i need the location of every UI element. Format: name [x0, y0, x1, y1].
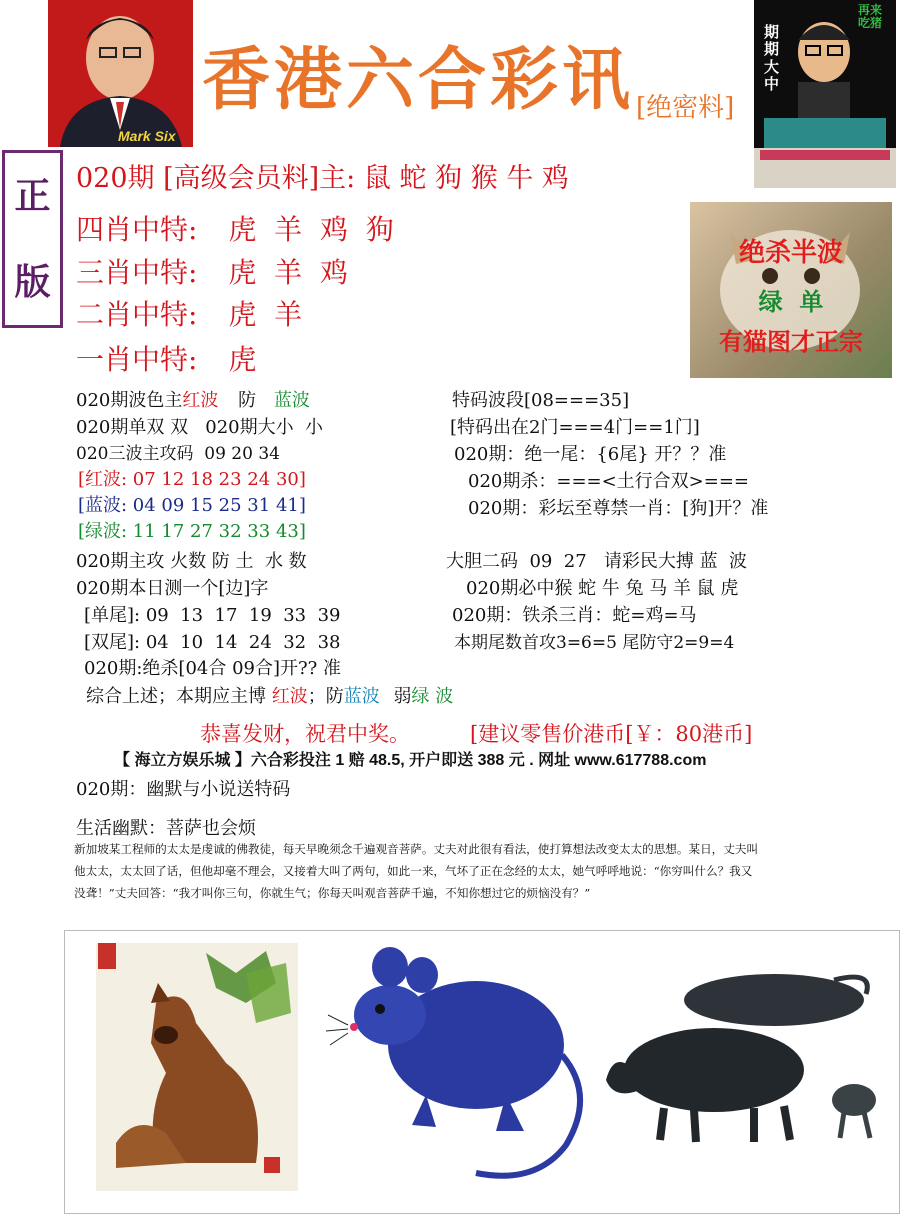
- three-zodiac-row: [76, 256, 348, 289]
- summary-line: [86, 688, 453, 706]
- one-zodiac-value: 虎: [228, 343, 257, 376]
- green-wave-numbers: [绿波: 11 17 27 32 33 43]: [78, 521, 306, 542]
- story-issue-line: 020期：幽默与小说送特码: [76, 779, 291, 800]
- story-title: 生活幽默：菩萨也会烦: [76, 818, 256, 839]
- one-zodiac-row: [76, 343, 257, 376]
- wave-color-main: 红波: [182, 390, 219, 411]
- two-zodiac-label: 二肖中特:: [76, 298, 198, 331]
- summary-mid: ；防: [307, 686, 344, 707]
- story-paragraph-line1: 新加坡某工程师的太太是虔诚的佛教徒，每天早晚须念千遍观音菩萨。丈夫对此很有看法，使打算想法改变太太的思想。某日，丈夫叫: [74, 842, 759, 856]
- four-zodiac-label: 四肖中特:: [76, 213, 198, 246]
- summary-red: 红波: [271, 686, 308, 707]
- summary-green-b: 波: [435, 686, 454, 707]
- special-band-line: 特码波段[08===35]: [452, 390, 630, 411]
- even-tail-line: [双尾]: 04 10 14 24 32 38: [84, 632, 341, 653]
- rat-illustration: [326, 945, 602, 1193]
- summary-green-a: 绿: [411, 686, 430, 707]
- page-title: 香港六合彩讯: [202, 40, 635, 120]
- iron-kill-line: 020期：铁杀三肖：蛇=鸡=马: [452, 605, 697, 626]
- casino-ad-text: 【 海立方娱乐城 】六合彩投注 1 赔 48.5, 开户即送 388 元 . 网址 www.617788.com: [114, 752, 707, 769]
- wave-color-fang: 防: [238, 390, 257, 411]
- member-main-line: 020期 [高级会员料]主: 鼠 蛇 狗 猴 牛 鸡: [76, 163, 569, 194]
- daily-character-line: 020期本日测一个[边]字: [76, 578, 269, 599]
- wave-color-prefix: 020期波色主: [76, 390, 183, 411]
- odd-tail-line: [单尾]: 09 13 17 19 33 39: [84, 605, 341, 626]
- summary-blue: 蓝波: [343, 686, 380, 707]
- page-subtitle: [绝密料]: [636, 93, 735, 123]
- cat-ad-line3: 有猫图才正宗: [719, 327, 863, 356]
- two-zodiac-value: 虎 羊: [228, 298, 303, 331]
- badge-char-ban: 版: [14, 261, 51, 303]
- special-door-line: [特码出在2门===4门==1门]: [450, 417, 700, 438]
- ox-illustration: [604, 960, 888, 1150]
- kill-element-line: 020期杀：===<土行合双>===: [468, 471, 750, 492]
- wave-color-sub: 蓝波: [273, 390, 310, 411]
- summary-weak: 弱: [393, 686, 412, 707]
- tail-number-line: 本期尾数首攻3=6=5 尾防守2=9=4: [454, 633, 735, 653]
- one-zodiac-label: 一肖中特:: [76, 343, 198, 376]
- one-tail-line: 020期：绝一尾：{6尾} 开？？准: [454, 444, 727, 465]
- blue-wave-numbers: [蓝波: 04 09 15 25 31 41]: [78, 495, 306, 516]
- story-paragraph-line2: 他太太，太太回了话，但他却毫不理会，又接着大叫了两句，如此一来，气坏了正在念经的太太，她气呼呼地说：“你穷叫什么？我又: [74, 864, 753, 878]
- badge-char-zheng: 正: [14, 175, 51, 217]
- genuine-badge: [2, 150, 63, 328]
- kill-combo-line: 020期:绝杀[04合 09合]开?? 准: [84, 658, 342, 679]
- red-wave-numbers: [红波: 07 12 18 23 24 30]: [78, 469, 306, 490]
- three-zodiac-label: 三肖中特:: [76, 256, 198, 289]
- must-hit-line: 020期必中猴 蛇 牛 兔 马 羊 鼠 虎: [466, 578, 739, 599]
- summary-prefix: 综合上述；本期应主博: [86, 686, 266, 707]
- four-zodiac-row: [76, 213, 394, 246]
- dog-illustration: [96, 943, 298, 1191]
- cat-ad-image: [690, 202, 892, 378]
- forbidden-zodiac-line: 020期：彩坛至尊禁一肖：[狗]开？准: [468, 498, 769, 519]
- congrats-text: 恭喜发财，祝君中奖。: [200, 722, 410, 746]
- three-wave-line: 020三波主攻码 09 20 34: [76, 444, 280, 464]
- story-paragraph-line3: 没聋！”丈夫回答：“我才叫你三句，你就生气；你每天叫观音菩萨千遍，不知你想过它的烦恼没有？”: [74, 886, 591, 900]
- photo-caption: Mark Six: [118, 128, 176, 144]
- element-attack-line: 020期主攻 火数 防 土 水 数: [76, 551, 307, 572]
- wave-color-line: [76, 392, 310, 410]
- bold-two-numbers-line: 大胆二码 09 27 请彩民大搏 蓝 波: [446, 551, 748, 572]
- odd-even-line: 020期单双 双 020期大小 小: [76, 417, 324, 438]
- cartoon-image: [754, 0, 896, 188]
- three-zodiac-value: 虎 羊 鸡: [228, 256, 348, 289]
- cartoon-side-caption: 再来吃猪: [858, 3, 883, 31]
- cat-ad-line2: 绿 单: [758, 287, 824, 316]
- cat-ad-line1: 绝杀半波: [738, 238, 843, 268]
- host-photo: [48, 0, 193, 147]
- cartoon-caption: 期期大中: [764, 23, 780, 93]
- four-zodiac-value: 虎 羊 鸡 狗: [228, 213, 394, 246]
- two-zodiac-row: [76, 298, 303, 331]
- price-text: [建议零售价港币[￥：80港币]: [470, 722, 753, 746]
